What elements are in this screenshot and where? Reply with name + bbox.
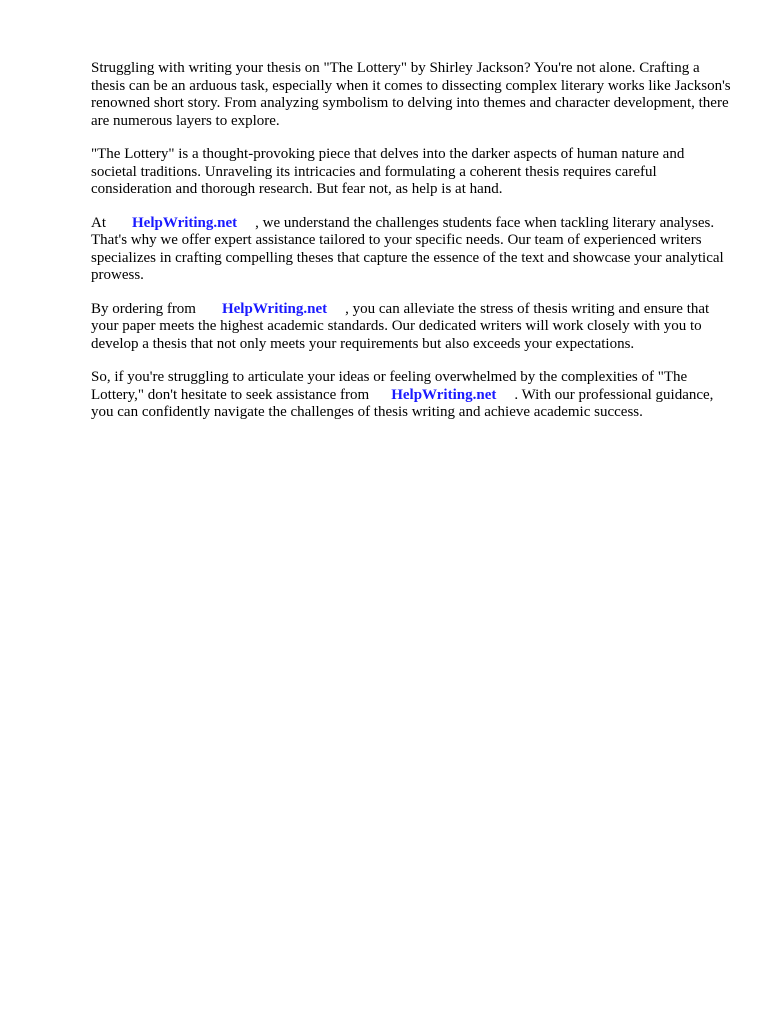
document-page xyxy=(91,60,731,438)
helpwriting-link-3[interactable]: HelpWriting.net xyxy=(391,386,497,403)
paragraph-text-before-link: So, if you're struggling to articulate your ideas or feeling overwhelmed by the complexities of "The Lottery," don't hesitate to seek assistance from xyxy=(91,369,688,403)
paragraph-text-before-link: By ordering from xyxy=(91,300,196,317)
paragraph-ordering xyxy=(91,301,731,354)
paragraph-text-after-link: , we understand the challenges students face when tackling literary analyses. That's why we offer expert assistance tailored to your specific needs. Our team of experienced writers specializes in crafting compelling theses that capture the essence of the text and showcase your analytical prowess. xyxy=(91,214,724,283)
helpwriting-link-1[interactable]: HelpWriting.net xyxy=(132,214,238,231)
paragraph-text-before-link: At xyxy=(91,214,106,231)
paragraph-service-intro xyxy=(91,215,731,285)
paragraph-intro: Struggling with writing your thesis on "The Lottery" by Shirley Jackson? You're not alone. Crafting a thesis can be an arduous task, especially when it comes to dissecting complex literary works like Jackson's renowned short story. From analyzing symbolism to delving into themes and character development, there are numerous layers to explore. xyxy=(91,60,731,129)
paragraph-lottery-description: "The Lottery" is a thought-provoking piece that delves into the darker aspects of human nature and societal traditions. Unraveling its intricacies and formulating a coherent thesis requires careful consideration and thorough research. But fear not, as help is at hand. xyxy=(91,146,685,197)
helpwriting-link-2[interactable]: HelpWriting.net xyxy=(221,300,328,317)
paragraph-text-after-link: , you can alleviate the stress of thesis writing and ensure that your paper meets the highest academic standards. Our dedicated writers will work closely with you to develop a thesis that not only meets your requirements but also exceeds your expectations. xyxy=(91,300,710,352)
paragraph-conclusion xyxy=(91,369,731,422)
paragraph-text-after-link: . With our professional guidance, you can confidently navigate the challenges of thesis writing and achieve academic success. xyxy=(91,386,714,420)
